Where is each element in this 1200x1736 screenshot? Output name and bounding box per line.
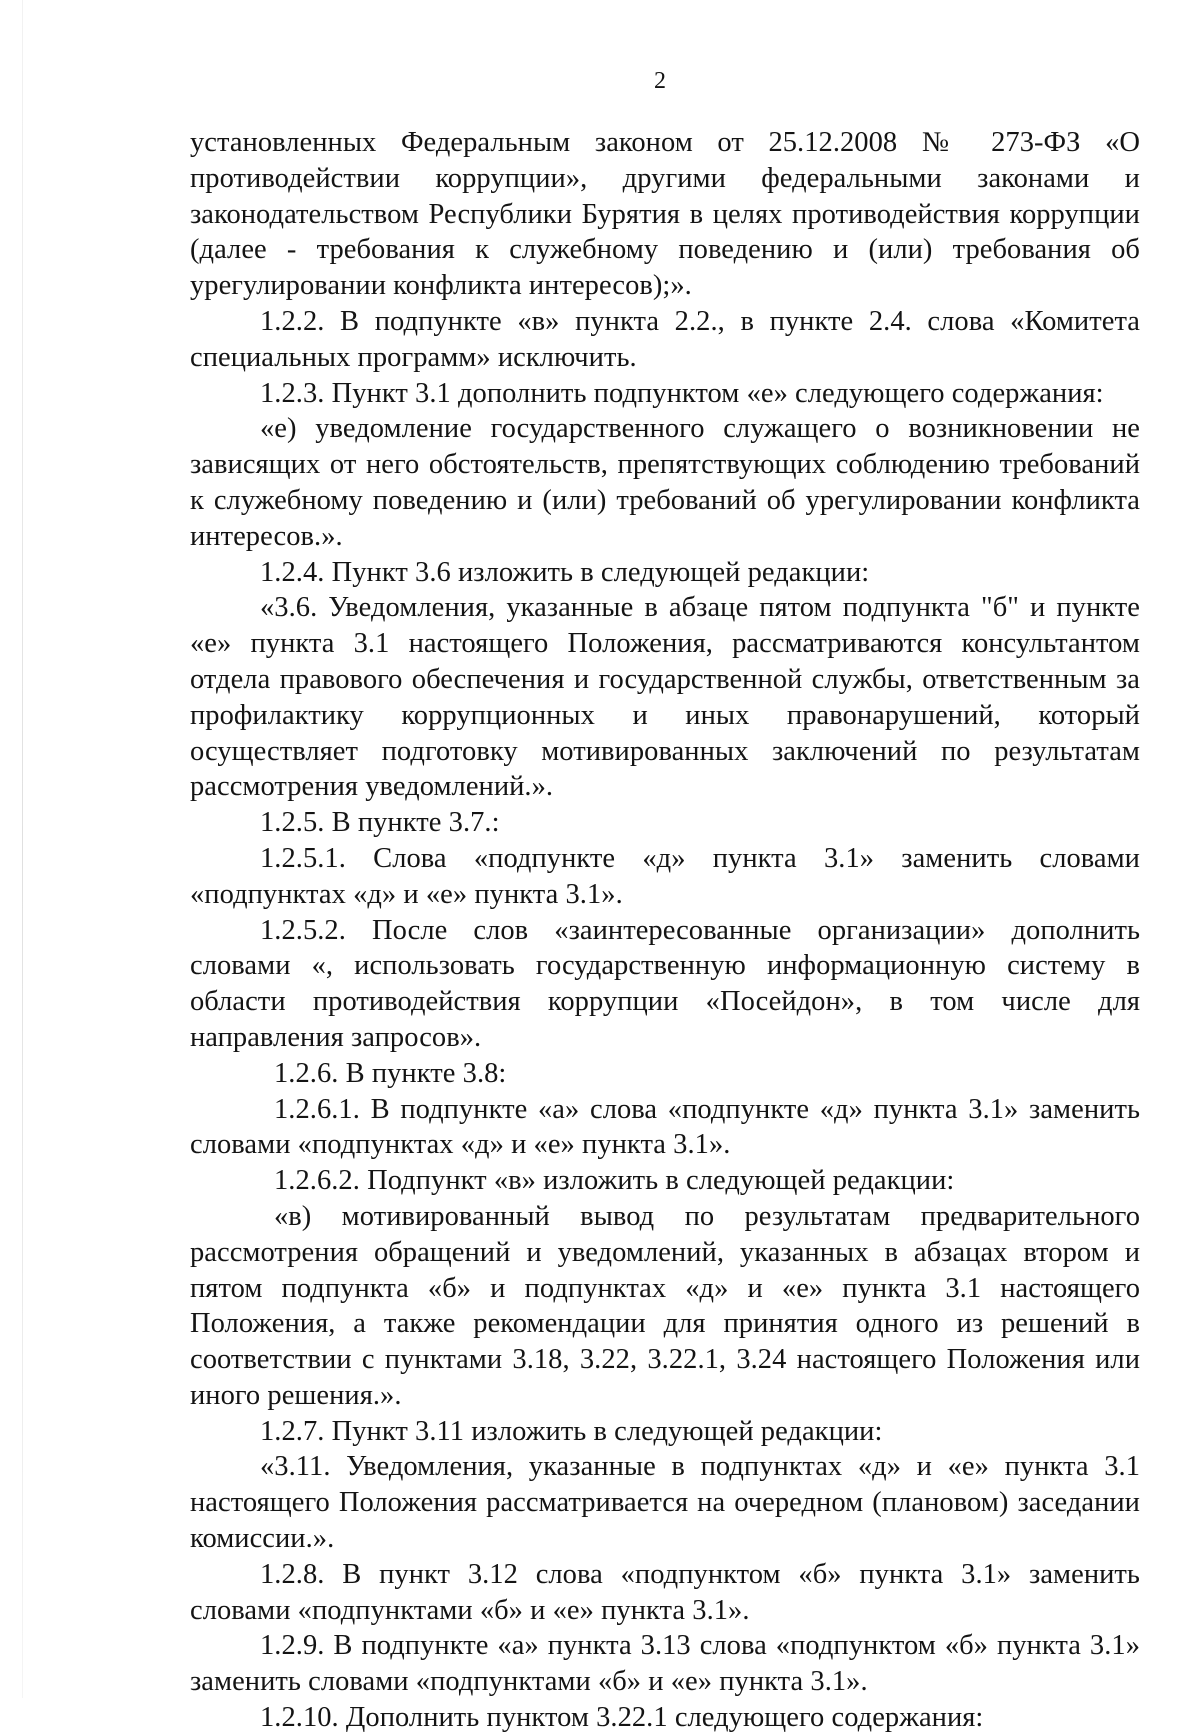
paragraph-quote-3-6: «3.6. Уведомления, указанные в абзаце пятом подпункта "б" и пункте «е» пункта 3.1 настоящего Положения, рассматриваются консультантом отдела правового обеспечения и государственной службы, ответственным за профилактику коррупционных и иных правонарушений, который осуществляет подготовку мотивированных заключений по результатам рассмотрения уведомлений.». <box>190 592 1140 803</box>
document-body <box>190 125 1140 1736</box>
paragraph-1-2-2: 1.2.2. В подпункте «в» пункта 2.2., в пункте 2.4. слова «Комитета специальных программ» исключить. <box>190 305 1140 373</box>
paragraph-1-2-5-1: 1.2.5.1. Слова «подпункте «д» пункта 3.1» заменить словами «подпунктах «д» и «е» пункта 3.1». <box>190 842 1140 910</box>
paragraph-1-2-10: 1.2.10. Дополнить пунктом 3.22.1 следующего содержания: <box>260 1702 984 1734</box>
paragraph-continuation: установленных Федеральным законом от 25.12.2008 № 273-ФЗ «О противодействии коррупции», другими федеральными законами и законодательством Республики Бурятия в целях противодействия коррупции (далее - требования к служебному поведению и (или) требования об урегулировании конфликта интересов);». <box>190 127 1140 302</box>
paragraph-1-2-5: 1.2.5. В пункте 3.7.: <box>260 807 500 839</box>
scan-edge-line <box>22 0 23 1698</box>
paragraph-1-2-6-2: 1.2.6.2. Подпункт «в» изложить в следующей редакции: <box>274 1165 955 1197</box>
paragraph-1-2-7: 1.2.7. Пункт 3.11 изложить в следующей редакции: <box>260 1415 883 1447</box>
paragraph-1-2-5-2: 1.2.5.2. После слов «заинтересованные организации» дополнить словами «, использовать государственную информационную систему в области противодействия коррупции «Посейдон», в том числе для направления запросов». <box>190 914 1140 1053</box>
paragraph-1-2-4: 1.2.4. Пункт 3.6 изложить в следующей редакции: <box>260 556 870 588</box>
paragraph-1-2-6-1: 1.2.6.1. В подпункте «а» слова «подпункте «д» пункта 3.1» заменить словами «подпунктах «д» и «е» пункта 3.1». <box>190 1093 1140 1161</box>
paragraph-quote-3-11: «3.11. Уведомления, указанные в подпунктах «д» и «е» пункта 3.1 настоящего Положения рассматривается на очередном (плановом) заседании комиссии.». <box>190 1451 1140 1555</box>
paragraph-quote-v: «в) мотивированный вывод по результатам предварительного рассмотрения обращений и уведомлений, указанных в абзацах втором и пятом подпункта «б» и подпунктах «д» и «е» пункта 3.1 настоящего Положения, а также рекомендации для принятия одного из решений в соответствии с пунктами 3.18, 3.22, 3.22.1, 3.24 настоящего Положения или иного решения.». <box>190 1200 1140 1411</box>
page-number: 2 <box>654 68 666 94</box>
paragraph-1-2-8: 1.2.8. В пункт 3.12 слова «подпунктом «б» пункта 3.1» заменить словами «подпунктами «б» и «е» пункта 3.1». <box>190 1558 1140 1626</box>
paragraph-quote-e: «е) уведомление государственного служащего о возникновении не зависящих от него обстоятельств, препятствующих соблюдению требований к служебному поведению и (или) требований об урегулировании конфликта интересов.». <box>190 413 1140 552</box>
paragraph-1-2-3: 1.2.3. Пункт 3.1 дополнить подпунктом «е» следующего содержания: <box>260 377 1104 409</box>
paragraph-1-2-9: 1.2.9. В подпункте «а» пункта 3.13 слова «подпунктом «б» пункта 3.1» заменить словами «подпунктами «б» и «е» пункта 3.1». <box>190 1630 1140 1698</box>
paragraph-1-2-6: 1.2.6. В пункте 3.8: <box>274 1057 507 1089</box>
